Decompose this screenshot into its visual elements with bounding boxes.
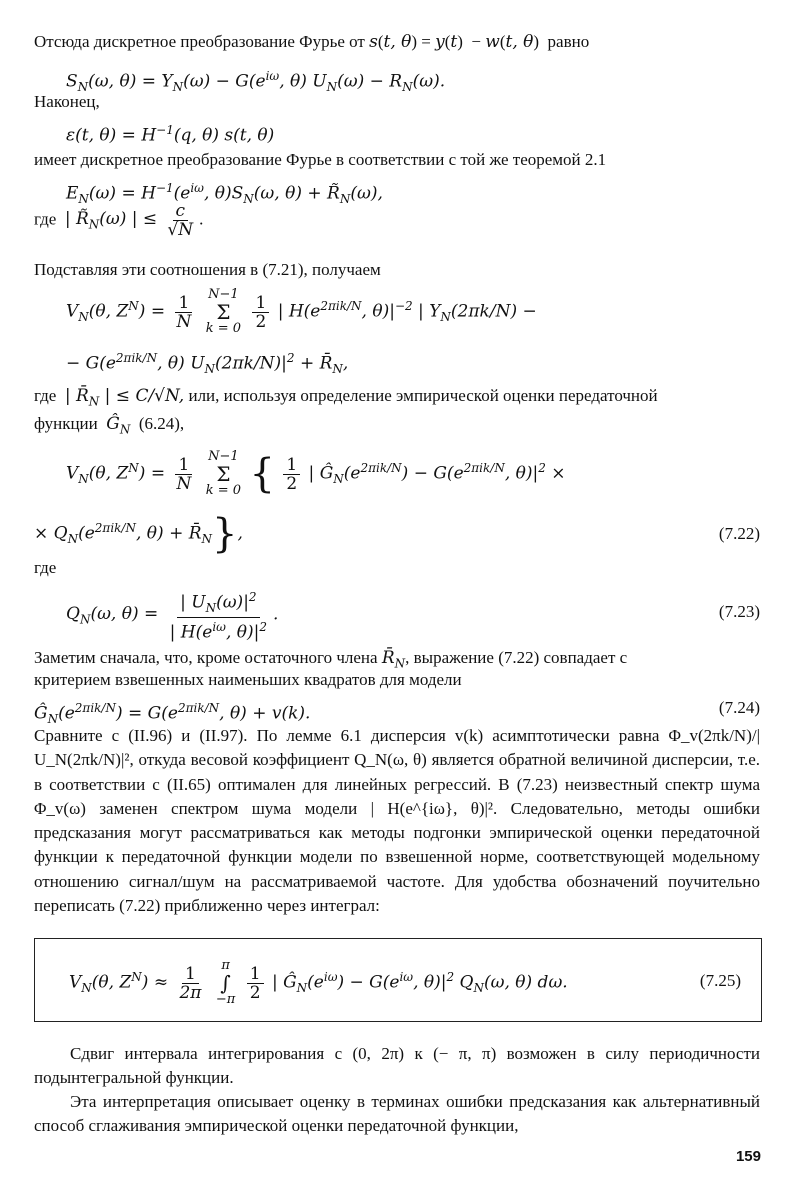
text-line: функции $Ĝ_N$ (6.24), — [34, 414, 185, 437]
paragraph: Эта интерпретация описывает оценку в терминах ошибки предсказания как альтернативный способ сглаживания эмпирической оценки передаточной функции, — [34, 1092, 760, 1135]
text-line: Подставляя эти соотношения в (7.21), получаем — [34, 260, 381, 279]
paragraph: Сравните с (II.96) и (II.97). По лемме 6.1 дисперсия v(k) асимптотически равна Φ_v(2πk/N)/| U_N(2πk/N)|², откуда весовой коэффициент Q_N(ω, θ) является обратной величиной дисперсии, т.е. в соответствии с (II.65) оптимален для линейных регрессий. В (7.23) неизвестный спектр шума Φ_v(ω) заменен спектром шума модели | H(e^{iω}, θ)|². Следовательно, методы ошибки предсказания могут рассматриваться как методы подгонки эмпирической оценки передаточной функции к передаточной функции модели по взвешенной норме, соответствующей модельному отношению сигнал/шум на рассматриваемой частоте. Для удобства обозначений поучительно переписать (7.22) приближенно через интеграл: — [34, 726, 760, 916]
equation-epsilon: ε(t, $\theta) = H^{-1}(q$, θ) s(t, θ) — [66, 123, 275, 146]
text-line: Заметим сначала, что, кроме остаточного члена $R̄_N$, выражение (7.22) совпадает с — [34, 648, 628, 671]
equation-VN-1: $V_N(\theta$, $Z^N$) = $\frac{1}{N}$ N−1 Σ k = 0 $\frac{1}{2}$ | $H(e^{2\pi ik/N}$, $\theta)|^{-2}$ | $Y_N(2\pi k/N)$ − — [66, 287, 537, 336]
equation-7-22: × $Q_N(e^{2\pi ik/N}$, $\theta) + R̄_N$}, (7.22) — [34, 511, 760, 557]
page-number: 159 — [735, 1148, 761, 1165]
equation-number: (7.25) — [699, 971, 741, 990]
equation-7-25: $V_N(\theta$, $Z^N$) ≈ $\frac{1}{2\pi}$ π ∫ −π $\frac{1}{2}$ | $Ĝ_N(e^{i\omega}) - G(e^{i\omega}$, $\theta)|^2$ $Q_N(\omega$, θ) dω. — [69, 958, 568, 1007]
equation-7-23: $Q_N(\omega$, θ) = | $U_N(\omega)|^2$ | $H(e^{i\omega}$, $\theta)|^2$ . (7.23) — [66, 590, 760, 643]
boxed-equation — [34, 938, 762, 1022]
equation-number: (7.22) — [718, 524, 760, 543]
text-line: где — [34, 558, 57, 577]
text-line: Наконец, — [34, 92, 100, 111]
equation-number: (7.24) — [718, 698, 760, 717]
text-line: критерием взвешенных наименьших квадратов для модели — [34, 670, 462, 689]
equation-VN-2: − $G(e^{2\pi ik/N}$, θ) $U_N(2\pi k/N)|^2$ + $R̄_N$, — [66, 351, 349, 377]
text-line: где | $R̄_N$ | ≤ C/√N, или, используя определение эмпирической оценки передаточной — [34, 386, 658, 409]
paragraph: Сдвиг интервала интегрирования с (0, 2π) к (− π, π) возможен в силу периодичности подынтегральной функции. — [34, 1044, 760, 1087]
equation-number: (7.23) — [718, 602, 760, 621]
equation-bound-RN: где | $R̃_N(\omega)$ | ≤ $\frac{c}{√N}$ . — [34, 201, 204, 240]
equation-7-24: $Ĝ_N(e^{2\pi ik/N}) = G(e^{2\pi ik/N}$, θ) + v(k). (7.24) — [34, 698, 760, 727]
text-line: Отсюда дискретное преобразование Фурье от s(t, θ) = y(t) − w(t, θ) равно — [34, 32, 590, 52]
equation-EN: $E_N(\omega) = H^{-1}(e^{i\omega}$, $\theta)S_N(\omega$, $\theta) + R̃_N(\omega)$, — [66, 181, 383, 207]
text-line: имеет дискретное преобразование Фурье в соответствии с той же теоремой 2.1 — [34, 150, 607, 169]
equation-SN: $S_N(\omega$, $\theta) = Y_N(\omega) - G(e^{i\omega}$, θ) $U_N(\omega) - R_N(\omega)$. — [66, 69, 446, 95]
equation-VN-3: $V_N(\theta$, $Z^N$) = $\frac{1}{N}$ N−1 Σ k = 0 { $\frac{1}{2}$ | $Ĝ_N(e^{2\pi ik/N}) - G(e^{2\pi ik/N}$, $\theta)|^2$ × — [66, 449, 566, 498]
